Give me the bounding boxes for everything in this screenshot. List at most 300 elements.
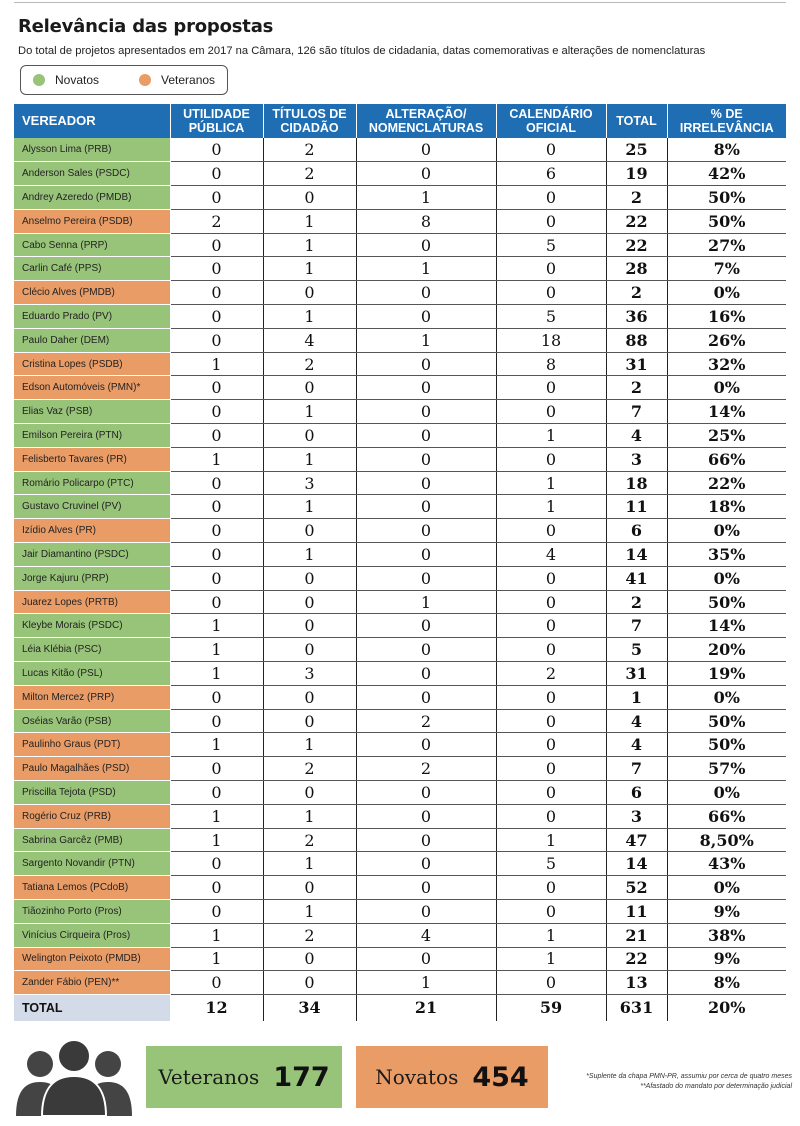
alteracao-nomenclaturas-cell: 0 bbox=[356, 138, 496, 162]
table-row bbox=[14, 471, 786, 495]
councillor-name: Paulo Daher (DEM) bbox=[14, 328, 170, 352]
alteracao-nomenclaturas-cell: 8 bbox=[356, 209, 496, 233]
calendario-oficial-cell: 0 bbox=[496, 876, 606, 900]
councillor-name: Felisberto Tavares (PR) bbox=[14, 447, 170, 471]
irrelevancia-cell: 14% bbox=[667, 614, 786, 638]
utilidade-publica-cell: 1 bbox=[170, 447, 263, 471]
calendario-oficial-cell: 0 bbox=[496, 566, 606, 590]
utilidade-publica-cell: 0 bbox=[170, 566, 263, 590]
utilidade-publica-cell: 0 bbox=[170, 162, 263, 186]
alteracao-nomenclaturas-cell: 0 bbox=[356, 614, 496, 638]
alteracao-nomenclaturas-cell: 1 bbox=[356, 186, 496, 210]
legend-dot-novatos bbox=[33, 74, 45, 86]
alteracao-nomenclaturas-cell: 0 bbox=[356, 733, 496, 757]
utilidade-publica-cell: 0 bbox=[170, 424, 263, 448]
novatos-summary-value: 454 bbox=[472, 1061, 529, 1093]
councillor-name: Oséias Varão (PSB) bbox=[14, 709, 170, 733]
novatos-summary-label: Novatos bbox=[375, 1065, 459, 1089]
irrelevancia-cell: 42% bbox=[667, 162, 786, 186]
table-header-row bbox=[14, 104, 786, 138]
utilidade-publica-cell: 0 bbox=[170, 305, 263, 329]
calendario-oficial-cell: 0 bbox=[496, 209, 606, 233]
calendario-oficial-cell: 1 bbox=[496, 471, 606, 495]
total-cell: 14 bbox=[606, 543, 667, 567]
irrelevancia-cell: 38% bbox=[667, 923, 786, 947]
utilidade-publica-cell: 12 bbox=[170, 995, 263, 1021]
column-header: CALENDÁRIO OFICIAL bbox=[496, 104, 606, 138]
irrelevancia-cell: 0% bbox=[667, 781, 786, 805]
alteracao-nomenclaturas-cell: 0 bbox=[356, 519, 496, 543]
footnote: **Afastado do mandato por determinação judicial bbox=[640, 1083, 792, 1090]
total-cell: 31 bbox=[606, 662, 667, 686]
titulos-cidadao-cell: 1 bbox=[263, 543, 356, 567]
table-row bbox=[14, 876, 786, 900]
table-row bbox=[14, 852, 786, 876]
titulos-cidadao-cell: 0 bbox=[263, 971, 356, 995]
total-cell: 47 bbox=[606, 828, 667, 852]
total-row bbox=[14, 995, 786, 1021]
utilidade-publica-cell: 0 bbox=[170, 590, 263, 614]
top-rule bbox=[14, 2, 786, 3]
table-row bbox=[14, 804, 786, 828]
utilidade-publica-cell: 1 bbox=[170, 352, 263, 376]
councillor-name: Eduardo Prado (PV) bbox=[14, 305, 170, 329]
footnotes bbox=[586, 1072, 792, 1092]
utilidade-publica-cell: 0 bbox=[170, 519, 263, 543]
calendario-oficial-cell: 1 bbox=[496, 923, 606, 947]
alteracao-nomenclaturas-cell: 1 bbox=[356, 971, 496, 995]
utilidade-publica-cell: 1 bbox=[170, 733, 263, 757]
alteracao-nomenclaturas-cell: 2 bbox=[356, 757, 496, 781]
irrelevancia-cell: 43% bbox=[667, 852, 786, 876]
irrelevancia-cell: 0% bbox=[667, 519, 786, 543]
total-cell: 41 bbox=[606, 566, 667, 590]
titulos-cidadao-cell: 1 bbox=[263, 852, 356, 876]
calendario-oficial-cell: 0 bbox=[496, 709, 606, 733]
total-cell: 6 bbox=[606, 781, 667, 805]
total-cell: 2 bbox=[606, 186, 667, 210]
titulos-cidadao-cell: 0 bbox=[263, 709, 356, 733]
titulos-cidadao-cell: 2 bbox=[263, 923, 356, 947]
total-cell: 7 bbox=[606, 757, 667, 781]
irrelevancia-cell: 0% bbox=[667, 685, 786, 709]
councillor-name: Tatiana Lemos (PCdoB) bbox=[14, 876, 170, 900]
total-cell: 4 bbox=[606, 709, 667, 733]
alteracao-nomenclaturas-cell: 0 bbox=[356, 662, 496, 686]
calendario-oficial-cell: 0 bbox=[496, 590, 606, 614]
total-cell: 631 bbox=[606, 995, 667, 1021]
titulos-cidadao-cell: 34 bbox=[263, 995, 356, 1021]
table-row bbox=[14, 281, 786, 305]
utilidade-publica-cell: 0 bbox=[170, 757, 263, 781]
councillor-name: Lucas Kitão (PSL) bbox=[14, 662, 170, 686]
irrelevancia-cell: 7% bbox=[667, 257, 786, 281]
table-row bbox=[14, 781, 786, 805]
utilidade-publica-cell: 0 bbox=[170, 685, 263, 709]
titulos-cidadao-cell: 2 bbox=[263, 828, 356, 852]
councillor-name: Rogério Cruz (PRB) bbox=[14, 804, 170, 828]
calendario-oficial-cell: 0 bbox=[496, 376, 606, 400]
total-cell: 11 bbox=[606, 900, 667, 924]
alteracao-nomenclaturas-cell: 2 bbox=[356, 709, 496, 733]
irrelevancia-cell: 50% bbox=[667, 590, 786, 614]
titulos-cidadao-cell: 0 bbox=[263, 566, 356, 590]
councillor-name: Tiãozinho Porto (Pros) bbox=[14, 900, 170, 924]
alteracao-nomenclaturas-cell: 0 bbox=[356, 447, 496, 471]
calendario-oficial-cell: 0 bbox=[496, 138, 606, 162]
utilidade-publica-cell: 1 bbox=[170, 638, 263, 662]
alteracao-nomenclaturas-cell: 21 bbox=[356, 995, 496, 1021]
alteracao-nomenclaturas-cell: 0 bbox=[356, 804, 496, 828]
irrelevancia-cell: 16% bbox=[667, 305, 786, 329]
councillor-name: Juarez Lopes (PRTB) bbox=[14, 590, 170, 614]
total-cell: 19 bbox=[606, 162, 667, 186]
total-cell: 1 bbox=[606, 685, 667, 709]
alteracao-nomenclaturas-cell: 4 bbox=[356, 923, 496, 947]
irrelevancia-cell: 66% bbox=[667, 804, 786, 828]
legend-item-veteranos bbox=[139, 73, 215, 87]
total-cell: 88 bbox=[606, 328, 667, 352]
utilidade-publica-cell: 1 bbox=[170, 828, 263, 852]
utilidade-publica-cell: 0 bbox=[170, 852, 263, 876]
utilidade-publica-cell: 0 bbox=[170, 233, 263, 257]
titulos-cidadao-cell: 1 bbox=[263, 733, 356, 757]
utilidade-publica-cell: 1 bbox=[170, 947, 263, 971]
alteracao-nomenclaturas-cell: 0 bbox=[356, 947, 496, 971]
table-row bbox=[14, 947, 786, 971]
legend bbox=[20, 65, 228, 95]
irrelevancia-cell: 0% bbox=[667, 876, 786, 900]
utilidade-publica-cell: 1 bbox=[170, 923, 263, 947]
councillor-name: Anderson Sales (PSDC) bbox=[14, 162, 170, 186]
legend-label-veteranos: Veteranos bbox=[161, 73, 216, 87]
total-cell: 21 bbox=[606, 923, 667, 947]
total-cell: 13 bbox=[606, 971, 667, 995]
alteracao-nomenclaturas-cell: 1 bbox=[356, 328, 496, 352]
table-row bbox=[14, 328, 786, 352]
alteracao-nomenclaturas-cell: 0 bbox=[356, 543, 496, 567]
table-row bbox=[14, 257, 786, 281]
utilidade-publica-cell: 0 bbox=[170, 876, 263, 900]
table-body bbox=[14, 138, 786, 1021]
titulos-cidadao-cell: 1 bbox=[263, 400, 356, 424]
utilidade-publica-cell: 1 bbox=[170, 662, 263, 686]
alteracao-nomenclaturas-cell: 0 bbox=[356, 781, 496, 805]
calendario-oficial-cell: 0 bbox=[496, 257, 606, 281]
calendario-oficial-cell: 5 bbox=[496, 305, 606, 329]
titulos-cidadao-cell: 0 bbox=[263, 638, 356, 662]
titulos-cidadao-cell: 0 bbox=[263, 876, 356, 900]
irrelevancia-cell: 26% bbox=[667, 328, 786, 352]
councillor-name: Jair Diamantino (PSDC) bbox=[14, 543, 170, 567]
councillor-name: Gustavo Cruvinel (PV) bbox=[14, 495, 170, 519]
councillor-name: Izídio Alves (PR) bbox=[14, 519, 170, 543]
alteracao-nomenclaturas-cell: 0 bbox=[356, 495, 496, 519]
total-cell: 22 bbox=[606, 233, 667, 257]
table-row bbox=[14, 566, 786, 590]
total-cell: 3 bbox=[606, 447, 667, 471]
councillor-name: Edson Automóveis (PMN)* bbox=[14, 376, 170, 400]
calendario-oficial-cell: 4 bbox=[496, 543, 606, 567]
calendario-oficial-cell: 0 bbox=[496, 971, 606, 995]
irrelevancia-cell: 50% bbox=[667, 733, 786, 757]
titulos-cidadao-cell: 1 bbox=[263, 900, 356, 924]
irrelevancia-cell: 9% bbox=[667, 947, 786, 971]
table-row bbox=[14, 233, 786, 257]
alteracao-nomenclaturas-cell: 0 bbox=[356, 876, 496, 900]
irrelevancia-cell: 50% bbox=[667, 209, 786, 233]
table-row bbox=[14, 519, 786, 543]
utilidade-publica-cell: 0 bbox=[170, 471, 263, 495]
councillor-name: Paulinho Graus (PDT) bbox=[14, 733, 170, 757]
councillor-name: Welington Peixoto (PMDB) bbox=[14, 947, 170, 971]
total-cell: 4 bbox=[606, 733, 667, 757]
page-title: Relevância das propostas bbox=[18, 16, 274, 37]
alteracao-nomenclaturas-cell: 0 bbox=[356, 281, 496, 305]
calendario-oficial-cell: 0 bbox=[496, 757, 606, 781]
relevance-table bbox=[14, 104, 786, 1021]
calendario-oficial-cell: 0 bbox=[496, 281, 606, 305]
titulos-cidadao-cell: 0 bbox=[263, 519, 356, 543]
calendario-oficial-cell: 0 bbox=[496, 685, 606, 709]
legend-label-novatos: Novatos bbox=[55, 73, 100, 87]
calendario-oficial-cell: 0 bbox=[496, 781, 606, 805]
table-row bbox=[14, 614, 786, 638]
councillor-name: Elias Vaz (PSB) bbox=[14, 400, 170, 424]
column-header: TOTAL bbox=[606, 104, 667, 138]
councillor-name: Sabrina Garcêz (PMB) bbox=[14, 828, 170, 852]
utilidade-publica-cell: 0 bbox=[170, 328, 263, 352]
alteracao-nomenclaturas-cell: 0 bbox=[356, 685, 496, 709]
utilidade-publica-cell: 0 bbox=[170, 495, 263, 519]
councillor-name: Kleybe Morais (PSDC) bbox=[14, 614, 170, 638]
table-row bbox=[14, 209, 786, 233]
utilidade-publica-cell: 1 bbox=[170, 804, 263, 828]
page-subtitle: Do total de projetos apresentados em 2017 na Câmara, 126 são títulos de cidadania, datas comemorativas e alterações de nomenclaturas bbox=[18, 45, 706, 57]
table-row bbox=[14, 923, 786, 947]
alteracao-nomenclaturas-cell: 0 bbox=[356, 233, 496, 257]
titulos-cidadao-cell: 0 bbox=[263, 424, 356, 448]
utilidade-publica-cell: 0 bbox=[170, 543, 263, 567]
table-row bbox=[14, 352, 786, 376]
titulos-cidadao-cell: 2 bbox=[263, 162, 356, 186]
irrelevancia-cell: 20% bbox=[667, 638, 786, 662]
calendario-oficial-cell: 6 bbox=[496, 162, 606, 186]
titulos-cidadao-cell: 1 bbox=[263, 447, 356, 471]
titulos-cidadao-cell: 1 bbox=[263, 257, 356, 281]
column-header: TÍTULOS DE CIDADÃO bbox=[263, 104, 356, 138]
titulos-cidadao-cell: 2 bbox=[263, 352, 356, 376]
alteracao-nomenclaturas-cell: 0 bbox=[356, 638, 496, 662]
total-cell: 7 bbox=[606, 400, 667, 424]
alteracao-nomenclaturas-cell: 0 bbox=[356, 424, 496, 448]
calendario-oficial-cell: 1 bbox=[496, 424, 606, 448]
titulos-cidadao-cell: 3 bbox=[263, 662, 356, 686]
utilidade-publica-cell: 1 bbox=[170, 614, 263, 638]
utilidade-publica-cell: 0 bbox=[170, 781, 263, 805]
councillor-name: Emilson Pereira (PTN) bbox=[14, 424, 170, 448]
titulos-cidadao-cell: 0 bbox=[263, 685, 356, 709]
table-row bbox=[14, 543, 786, 567]
table-row bbox=[14, 638, 786, 662]
total-cell: 31 bbox=[606, 352, 667, 376]
veteranos-summary-value: 177 bbox=[273, 1061, 330, 1093]
councillor-name: Priscilla Tejota (PSD) bbox=[14, 781, 170, 805]
irrelevancia-cell: 27% bbox=[667, 233, 786, 257]
councillor-name: Alysson Lima (PRB) bbox=[14, 138, 170, 162]
councillor-name: Milton Mercez (PRP) bbox=[14, 685, 170, 709]
veteranos-summary-box bbox=[146, 1046, 342, 1108]
irrelevancia-cell: 66% bbox=[667, 447, 786, 471]
alteracao-nomenclaturas-cell: 1 bbox=[356, 257, 496, 281]
titulos-cidadao-cell: 0 bbox=[263, 376, 356, 400]
column-header: UTILIDADE PÚBLICA bbox=[170, 104, 263, 138]
table-row bbox=[14, 400, 786, 424]
legend-item-novatos bbox=[33, 73, 99, 87]
alteracao-nomenclaturas-cell: 0 bbox=[356, 162, 496, 186]
table-row bbox=[14, 733, 786, 757]
calendario-oficial-cell: 0 bbox=[496, 614, 606, 638]
calendario-oficial-cell: 5 bbox=[496, 852, 606, 876]
councillor-name: Cabo Senna (PRP) bbox=[14, 233, 170, 257]
councillor-name: Vinícius Cirqueira (Pros) bbox=[14, 923, 170, 947]
irrelevancia-cell: 20% bbox=[708, 998, 746, 1018]
utilidade-publica-cell: 0 bbox=[170, 709, 263, 733]
table-row bbox=[14, 376, 786, 400]
councillor-name: Cristina Lopes (PSDB) bbox=[14, 352, 170, 376]
alteracao-nomenclaturas-cell: 0 bbox=[356, 352, 496, 376]
table-row bbox=[14, 138, 786, 162]
councillor-name: Carlin Café (PPS) bbox=[14, 257, 170, 281]
irrelevancia-cell: 50% bbox=[667, 186, 786, 210]
total-cell: 7 bbox=[606, 614, 667, 638]
titulos-cidadao-cell: 2 bbox=[263, 138, 356, 162]
total-label: TOTAL bbox=[14, 995, 170, 1021]
table-row bbox=[14, 757, 786, 781]
calendario-oficial-cell: 0 bbox=[496, 186, 606, 210]
total-cell: 3 bbox=[606, 804, 667, 828]
table-row bbox=[14, 971, 786, 995]
alteracao-nomenclaturas-cell: 0 bbox=[356, 471, 496, 495]
irrelevancia-cell: 57% bbox=[667, 757, 786, 781]
total-cell: 4 bbox=[606, 424, 667, 448]
column-header: VEREADOR bbox=[14, 104, 170, 138]
utilidade-publica-cell: 0 bbox=[170, 257, 263, 281]
irrelevancia-cell: 18% bbox=[667, 495, 786, 519]
titulos-cidadao-cell: 0 bbox=[263, 281, 356, 305]
total-cell: 2 bbox=[606, 590, 667, 614]
utilidade-publica-cell: 0 bbox=[170, 138, 263, 162]
councillor-name: Anselmo Pereira (PSDB) bbox=[14, 209, 170, 233]
total-cell: 18 bbox=[606, 471, 667, 495]
irrelevancia-cell: 9% bbox=[667, 900, 786, 924]
councillor-name: Sargento Novandir (PTN) bbox=[14, 852, 170, 876]
calendario-oficial-cell: 1 bbox=[496, 828, 606, 852]
table-row bbox=[14, 447, 786, 471]
total-cell: 36 bbox=[606, 305, 667, 329]
veteranos-summary-label: Veteranos bbox=[158, 1065, 260, 1089]
calendario-oficial-cell: 0 bbox=[496, 900, 606, 924]
calendario-oficial-cell: 0 bbox=[496, 733, 606, 757]
calendario-oficial-cell: 5 bbox=[496, 233, 606, 257]
titulos-cidadao-cell: 2 bbox=[263, 757, 356, 781]
calendario-oficial-cell: 1 bbox=[496, 947, 606, 971]
total-cell: 5 bbox=[606, 638, 667, 662]
irrelevancia-cell: 50% bbox=[667, 709, 786, 733]
irrelevancia-cell: 8% bbox=[667, 971, 786, 995]
total-cell: 22 bbox=[606, 209, 667, 233]
total-cell: 6 bbox=[606, 519, 667, 543]
utilidade-publica-cell: 0 bbox=[170, 376, 263, 400]
utilidade-publica-cell: 2 bbox=[170, 209, 263, 233]
total-cell: 25 bbox=[606, 138, 667, 162]
alteracao-nomenclaturas-cell: 0 bbox=[356, 566, 496, 590]
titulos-cidadao-cell: 0 bbox=[263, 947, 356, 971]
novatos-summary-box bbox=[356, 1046, 548, 1108]
table-row bbox=[14, 424, 786, 448]
table-row bbox=[14, 305, 786, 329]
alteracao-nomenclaturas-cell: 0 bbox=[356, 376, 496, 400]
calendario-oficial-cell: 0 bbox=[496, 447, 606, 471]
titulos-cidadao-cell: 1 bbox=[263, 305, 356, 329]
total-cell: 2 bbox=[606, 281, 667, 305]
calendario-oficial-cell: 1 bbox=[496, 495, 606, 519]
utilidade-publica-cell: 0 bbox=[170, 186, 263, 210]
irrelevancia-cell: 14% bbox=[667, 400, 786, 424]
irrelevancia-cell: 32% bbox=[667, 352, 786, 376]
table-row bbox=[14, 709, 786, 733]
table-row bbox=[14, 685, 786, 709]
titulos-cidadao-cell: 0 bbox=[263, 614, 356, 638]
titulos-cidadao-cell: 4 bbox=[263, 328, 356, 352]
titulos-cidadao-cell: 0 bbox=[263, 590, 356, 614]
calendario-oficial-cell: 0 bbox=[496, 638, 606, 662]
table-row bbox=[14, 186, 786, 210]
total-cell: 28 bbox=[606, 257, 667, 281]
irrelevancia-cell: 8,50% bbox=[667, 828, 786, 852]
alteracao-nomenclaturas-cell: 0 bbox=[356, 400, 496, 424]
footnote: *Suplente da chapa PMN-PR, assumiu por cerca de quatro meses bbox=[586, 1073, 792, 1080]
alteracao-nomenclaturas-cell: 1 bbox=[356, 590, 496, 614]
calendario-oficial-cell: 0 bbox=[496, 804, 606, 828]
titulos-cidadao-cell: 0 bbox=[263, 186, 356, 210]
calendario-oficial-cell: 59 bbox=[496, 995, 606, 1021]
table-row bbox=[14, 590, 786, 614]
utilidade-publica-cell: 0 bbox=[170, 281, 263, 305]
utilidade-publica-cell: 0 bbox=[170, 400, 263, 424]
total-cell: 14 bbox=[606, 852, 667, 876]
irrelevancia-cell: 25% bbox=[667, 424, 786, 448]
titulos-cidadao-cell: 1 bbox=[263, 804, 356, 828]
calendario-oficial-cell: 0 bbox=[496, 400, 606, 424]
utilidade-publica-cell: 0 bbox=[170, 971, 263, 995]
irrelevancia-cell: 19% bbox=[667, 662, 786, 686]
column-header: ALTERAÇÃO/ NOMENCLATURAS bbox=[356, 104, 496, 138]
calendario-oficial-cell: 18 bbox=[496, 328, 606, 352]
total-cell: 2 bbox=[606, 376, 667, 400]
legend-dot-veteranos bbox=[139, 74, 151, 86]
irrelevancia-cell: 35% bbox=[667, 543, 786, 567]
councillor-name: Zander Fábio (PEN)** bbox=[14, 971, 170, 995]
irrelevancia-cell: 22% bbox=[667, 471, 786, 495]
councillor-name: Léia Klébia (PSC) bbox=[14, 638, 170, 662]
irrelevancia-cell: 0% bbox=[667, 281, 786, 305]
alteracao-nomenclaturas-cell: 0 bbox=[356, 305, 496, 329]
alteracao-nomenclaturas-cell: 0 bbox=[356, 828, 496, 852]
table-row bbox=[14, 900, 786, 924]
alteracao-nomenclaturas-cell: 0 bbox=[356, 852, 496, 876]
total-cell: 11 bbox=[606, 495, 667, 519]
